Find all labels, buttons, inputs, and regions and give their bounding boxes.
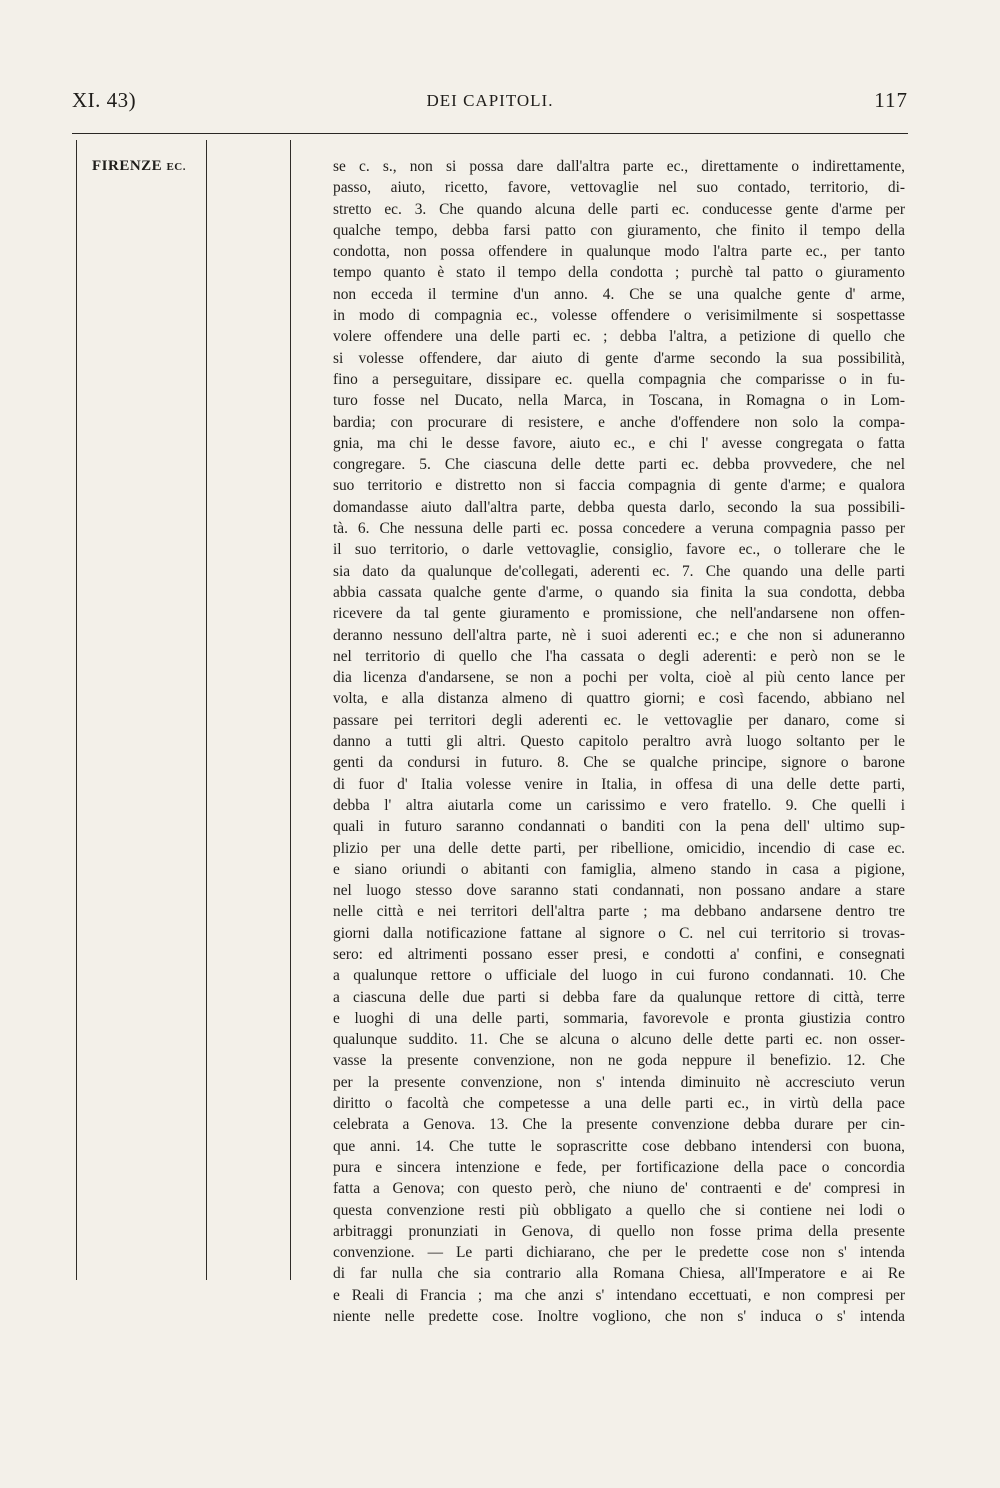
text-line: in modo di compagnia ec., volesse offendere o verisimilmente si sospettasse <box>333 307 905 325</box>
sidebar-column-frame <box>76 140 292 1280</box>
text-line: domandasse aiuto dall'altra parte, debba questa darlo, secondo la sua possibili- <box>333 498 905 516</box>
header-rule <box>72 133 908 134</box>
text-line: plizio per una delle dette parti, per ribellione, omicidio, incendio di case ec. <box>333 839 905 857</box>
text-line: debba l' altra aiutarla come un carissimo e vero fratello. 9. Che quelli i <box>333 796 905 814</box>
text-line: e luoghi di una delle parti, sommaria, favorevole e pronta giustizia contro <box>333 1009 905 1027</box>
text-line: stretto ec. 3. Che quando alcuna delle parti ec. conducesse gente d'arme per <box>333 200 905 218</box>
text-line: turo fosse nel Ducato, nella Marca, in Toscana, in Romagna o in Lom- <box>333 392 905 410</box>
text-line: qualche tempo, debba farsi patto con giuramento, che finito il tempo della <box>333 221 905 239</box>
text-line: diritto o facoltà che competesse a una delle parti ec., in virtù della pace <box>333 1095 905 1113</box>
text-line: niente nelle predette cose. Inoltre vogliono, che non s' induca o s' intenda <box>333 1308 905 1326</box>
page-header <box>72 88 908 118</box>
text-line: abbia cassata qualche gente d'arme, o quando sia finita la sua condotta, debba <box>333 583 905 601</box>
text-line: convenzione. — Le parti dichiarano, che per le predette cose non s' intenda <box>333 1244 905 1262</box>
text-line: gnia, ma chi le desse favore, aiuto ec., e chi l' avesse congregata o fatta <box>333 434 905 452</box>
text-line: di fuor d' Italia volesse venire in Italia, in offesa di una delle dette parti, <box>333 775 905 793</box>
text-line: volta, e alla distanza almeno di quattro giorni; e così facendo, abbiano nel <box>333 690 905 708</box>
text-line: per la presente convenzione, non s' intenda diminuito nè accresciuto verun <box>333 1073 905 1091</box>
text-line: tempo quanto è stato il tempo della condotta ; purchè tal patto o giuramento <box>333 264 905 282</box>
text-line: condotta, non possa offendere in qualunque modo l'altra parte ec., per tanto <box>333 243 905 261</box>
sidebar-heading-suffix: EC. <box>166 161 186 173</box>
page-number: 117 <box>874 88 908 112</box>
text-line: fatta a Genova; con questo però, che niuno de' contraenti e de' compresi in <box>333 1180 905 1198</box>
text-line: que anni. 14. Che tutte le soprascritte cose debbano intendersi con buona, <box>333 1137 905 1155</box>
text-line: e siano oriundi o abitanti con famiglia, almeno stando in casa a pigione, <box>333 860 905 878</box>
text-line: questa convenzione resti più obbligato a quello che si contiene nei lodi o <box>333 1201 905 1219</box>
main-text-block <box>333 156 905 1326</box>
text-line: il suo territorio, o darle vettovaglie, consiglio, favore ec., o tollerare che le <box>333 541 905 559</box>
text-line: nel territorio di quello che l'ha cassata o degli aderenti: e però non se le <box>333 647 905 665</box>
text-line: qualunque suddito. 11. Che se alcuna o alcuno delle dette parti ec. non osser- <box>333 1031 905 1049</box>
text-line: passo, aiuto, ricetto, favore, vettovaglie nel suo contado, territorio, di- <box>333 179 905 197</box>
text-line: suo territorio e distretto non si faccia compagnia di gente d'arme; e qualora <box>333 477 905 495</box>
column-line-left <box>76 140 77 1280</box>
text-line: a ciascuna delle due parti si debba fare da qualunque rettore di città, terre <box>333 988 905 1006</box>
text-line: non ecceda il termine d'un anno. 4. Che se una qualche gente d' arme, <box>333 285 905 303</box>
text-line: quali in futuro saranno condannati o banditi con la pena dell' ultimo sup- <box>333 818 905 836</box>
text-line: sia dato da qualunque de'collegati, aderenti ec. 7. Che quando una delle parti <box>333 562 905 580</box>
sidebar-heading <box>92 158 186 175</box>
text-line: a qualunque rettore o ufficiale del luogo in cui furono condannati. 10. Che <box>333 967 905 985</box>
text-line: di far nulla che sia contrario alla Romana Chiesa, all'Imperatore e ai Re <box>333 1265 905 1283</box>
text-line: pura e sincera intenzione e fede, per fortificazione della pace o concordia <box>333 1158 905 1176</box>
text-line: bardia; con procurare di resistere, e anche d'offendere non solo la compa- <box>333 413 905 431</box>
text-line: dia licenza d'andarsene, se non a pochi per volta, cioè al più cento lance per <box>333 669 905 687</box>
text-line: congregare. 5. Che ciascuna delle dette parti ec. debba provvedere, che nel <box>333 456 905 474</box>
text-line: danno a tutti gli altri. Questo capitolo peraltro avrà luogo soltanto per le <box>333 733 905 751</box>
text-line: passare pei territori degli aderenti ec. le vettovaglie per danaro, come si <box>333 711 905 729</box>
text-line: celebrata a Genova. 13. Che la presente convenzione debba durare per cin- <box>333 1116 905 1134</box>
text-line: genti da condursi in futuro. 8. Che se qualche principe, signore o barone <box>333 754 905 772</box>
sidebar-heading-main: FIRENZE <box>92 158 163 174</box>
section-reference: XI. 43) <box>72 88 137 112</box>
column-line-right <box>290 140 291 1280</box>
text-line: giorni dalla notificazione fattane al signore o C. nel cui territorio si trovas- <box>333 924 905 942</box>
text-line: si volesse offendere, dar aiuto di gente d'arme secondo la sua possibilità, <box>333 349 905 367</box>
column-line-middle <box>206 140 207 1280</box>
text-line: nelle città e nei territori dell'altra parte ; ma debbano andarsene dentro tre <box>333 903 905 921</box>
text-line: e Reali di Francia ; ma che anzi s' intendano eccettuati, e non compresi per <box>333 1286 905 1304</box>
text-line: se c. s., non si possa dare dall'altra parte ec., direttamente o indirettamente, <box>333 158 905 175</box>
text-line: sero: ed altrimenti possano esser presi, e condotti a' confini, e consegnati <box>333 945 905 963</box>
text-line: nel luogo stesso dove saranno stati condannati, non possano andare a stare <box>333 882 905 900</box>
text-line: deranno nessuno dell'altra parte, nè i suoi aderenti ec.; e che non si aduneranno <box>333 626 905 644</box>
text-line: ricevere da tal gente giuramento e promissione, che nell'andarsene non offen- <box>333 605 905 623</box>
running-title: DEI CAPITOLI. <box>426 91 554 110</box>
text-line: fino a perseguitare, dissipare ec. quella compagnia che comparisse o in fu- <box>333 370 905 388</box>
text-line: tà. 6. Che nessuna delle parti ec. possa concedere a veruna compagnia passo per <box>333 520 905 538</box>
text-line: volere offendere una delle parti ec. ; debba l'altra, a petizione di quello che <box>333 328 905 346</box>
text-line: vasse la presente convenzione, non ne goda neppure il benefizio. 12. Che <box>333 1052 905 1070</box>
text-line: arbitraggi pronunziati in Genova, di quello non fosse prima della presente <box>333 1222 905 1240</box>
